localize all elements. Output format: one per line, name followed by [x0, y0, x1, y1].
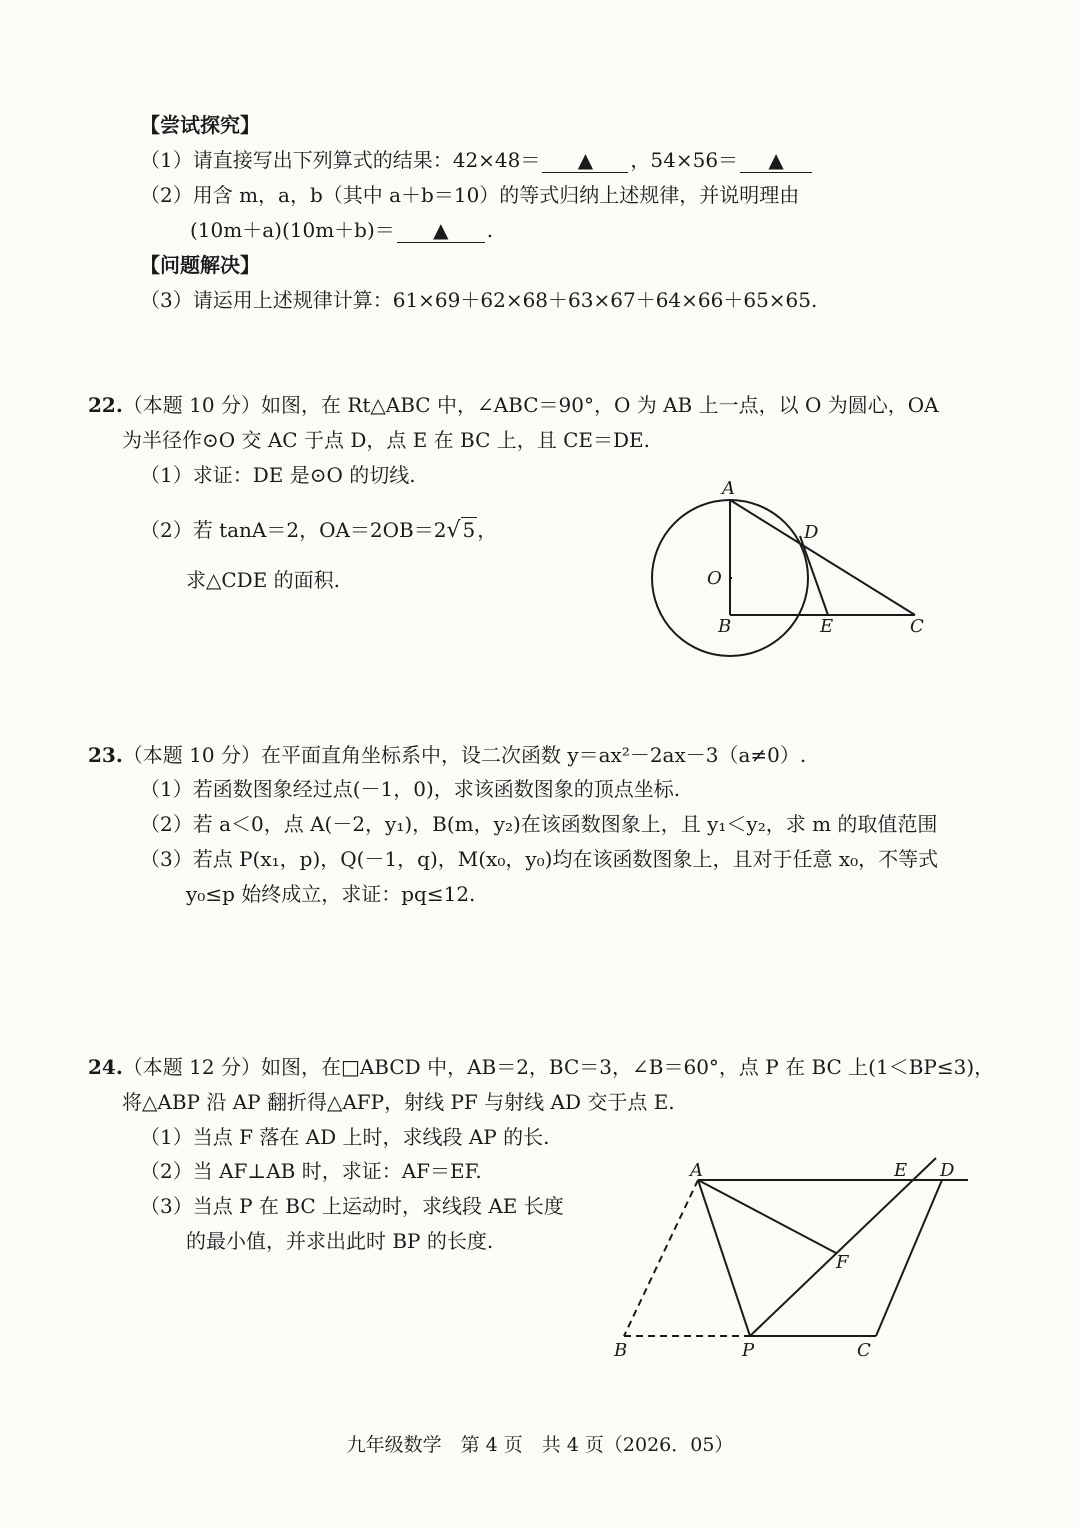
label-a: A [690, 1160, 703, 1181]
question-22-part1: （1）求证：DE 是⊙O 的切线. [140, 463, 416, 487]
question-23-part3b: y₀≤p 始终成立，求证：pq≤12. [186, 882, 476, 906]
section-heading-solve: 【问题解决】 [140, 253, 260, 277]
q22-part2-comma: ， [477, 518, 498, 542]
question-24-part3a: （3）当点 P 在 BC 上运动时，求线段 AE 长度 [140, 1194, 564, 1218]
sqrt-sign-icon: √ [446, 518, 461, 543]
question-23-number: 23. [88, 743, 123, 767]
question-24-line2: 将△ABP 沿 AP 翻折得△AFP，射线 PF 与射线 AD 交于点 E. [122, 1090, 675, 1114]
segment-cd [876, 1180, 942, 1336]
question-24-stem-1: （本题 12 分）如图，在□ABCD 中，AB＝2，BC＝3，∠B＝60°，点 P 在 BC 上(1＜BP≤3)， [122, 1055, 995, 1079]
label-c: C [857, 1340, 871, 1361]
label-f: F [836, 1252, 849, 1273]
explore-question-2-line1: （2）用含 m，a，b（其中 a＋b＝10）的等式归纳上述规律，并说明理由 [140, 183, 800, 207]
sqrt-radicand: 5 [462, 518, 476, 542]
label-d: D [940, 1160, 955, 1181]
label-b: B [718, 616, 732, 637]
q22-part2-text: （2）若 tanA＝2，OA＝2OB＝2 [140, 518, 447, 542]
question-23-part3a: （3）若点 P(x₁，p)，Q(－1，q)，M(x₀，y₀)均在该函数图象上，且对于任意 x₀，不等式 [140, 847, 939, 871]
question-22-line2: 为半径作⊙O 交 AC 于点 D，点 E 在 BC 上，且 CE＝DE. [122, 428, 651, 452]
segment-ab-dashed [624, 1180, 698, 1336]
question-24-part3b: 的最小值，并求出此时 BP 的长度. [186, 1229, 494, 1253]
question-24-part2: （2）当 AF⊥AB 时，求证：AF＝EF. [140, 1159, 482, 1183]
label-d: D [804, 522, 819, 543]
q2-expression: (10m＋a)(10m＋b)＝ [190, 218, 395, 242]
q2-period: . [486, 218, 494, 242]
page-footer: 九年级数学 第 4 页 共 4 页（2026．05） [346, 1434, 734, 1456]
answer-blank-3: ▲ [397, 218, 485, 243]
question-24-part1: （1）当点 F 落在 AD 上时，求线段 AP 的长. [140, 1125, 550, 1149]
question-24-number: 24. [88, 1055, 123, 1079]
label-e: E [820, 616, 834, 637]
solve-question-3: （3）请运用上述规律计算：61×69＋62×68＋63×67＋64×66＋65×65. [140, 288, 818, 312]
question-23-part1: （1）若函数图象经过点(－1，0)，求该函数图象的顶点坐标. [140, 777, 681, 801]
answer-blank-2: ▲ [740, 148, 812, 173]
question-23-part2: （2）若 a＜0，点 A(－2，y₁)，B(m，y₂)在该函数图象上，且 y₁＜y₂，求 m 的取值范围 [140, 812, 938, 836]
q1-mid: ，54×56＝ [630, 148, 739, 172]
question-22-number: 22. [88, 393, 123, 417]
question-23-stem: （本题 10 分）在平面直角坐标系中，设二次函数 y＝ax²－2ax－3（a≠0）. [122, 743, 807, 767]
q1-prefix: （1）请直接写出下列算式的结果：42×48＝ [140, 148, 541, 172]
label-a: A [722, 478, 735, 499]
label-p: P [742, 1340, 755, 1361]
label-o: O [707, 568, 722, 589]
question-22-stem-1: （本题 10 分）如图，在 Rt△ABC 中，∠ABC＝90°，O 为 AB 上一点，以 O 为圆心，OA [122, 393, 939, 417]
section-heading-explore: 【尝试探究】 [140, 113, 260, 137]
label-b: B [614, 1340, 628, 1361]
label-c: C [910, 616, 924, 637]
ray-pf [750, 1158, 936, 1336]
answer-blank-1: ▲ [542, 148, 628, 173]
question-22-part2b: 求△CDE 的面积. [186, 568, 341, 592]
label-e: E [894, 1160, 908, 1181]
